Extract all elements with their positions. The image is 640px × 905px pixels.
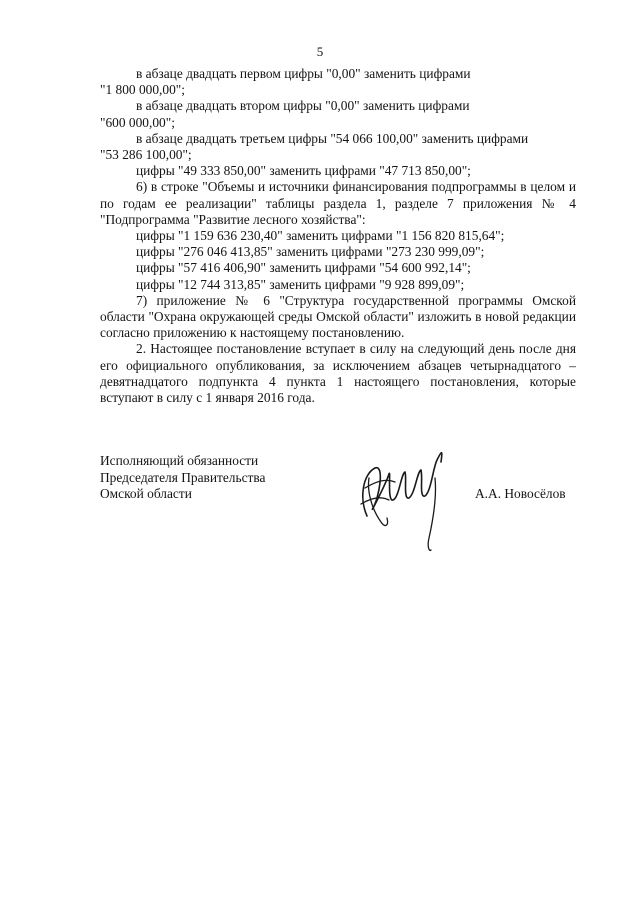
page-number: 5: [316, 44, 324, 59]
signatory-title-line: Исполняющий обязанности: [100, 453, 259, 468]
signatory-name: А.А. Новосёлов: [475, 486, 566, 501]
paragraph: цифры "12 744 313,85" заменить цифрами "9 928 899,09";: [136, 276, 465, 292]
paragraph: 2. Настоящее постановление вступает в силу на следующий день после дня его официального опубликования, за исключением абзацев четырнадцатого – девятнадцатого подпункта 4 пункта 1 настоящего постановления, которые вступают в силу с 1 января 2016 года.: [100, 341, 576, 406]
paragraph: в абзаце двадцать втором цифры "0,00" заменить цифрами: [136, 98, 470, 114]
paragraph: в абзаце двадцать третьем цифры "54 066 100,00" заменить цифрами: [136, 130, 529, 146]
signatory-title-line: Омской области: [100, 486, 192, 501]
paragraph: цифры "276 046 413,85" заменить цифрами "273 230 999,09";: [136, 244, 485, 260]
paragraph: "600 000,00";: [100, 114, 175, 130]
paragraph: "53 286 100,00";: [100, 147, 192, 163]
paragraph: цифры "57 416 406,90" заменить цифрами "54 600 992,14";: [136, 260, 471, 276]
paragraph: 7) приложение № 6 "Структура государственной программы Омской области "Охрана окружающей среды Омской области" изложить в новой редакции согласно приложению к настоящему постановлению.: [100, 292, 576, 341]
paragraph: 6) в строке "Объемы и источники финансирования подпрограммы в целом и по годам ее реализации" таблицы раздела 1, разделе 7 приложения № 4 "Подпрограмма "Развитие лесного хозяйства":: [100, 179, 576, 227]
signatory-title-line: Председателя Правительства: [100, 469, 266, 485]
paragraph: цифры "1 159 636 230,40" заменить цифрами "1 156 820 815,64";: [136, 228, 505, 244]
paragraph: цифры "49 333 850,00" заменить цифрами "47 713 850,00";: [136, 163, 471, 179]
handwritten-signature: [345, 438, 455, 558]
paragraph: в абзаце двадцать первом цифры "0,00" заменить цифрами: [136, 66, 471, 81]
signatory-title: [100, 453, 300, 503]
paragraph: "1 800 000,00";: [100, 82, 185, 98]
document-body: [100, 66, 576, 406]
